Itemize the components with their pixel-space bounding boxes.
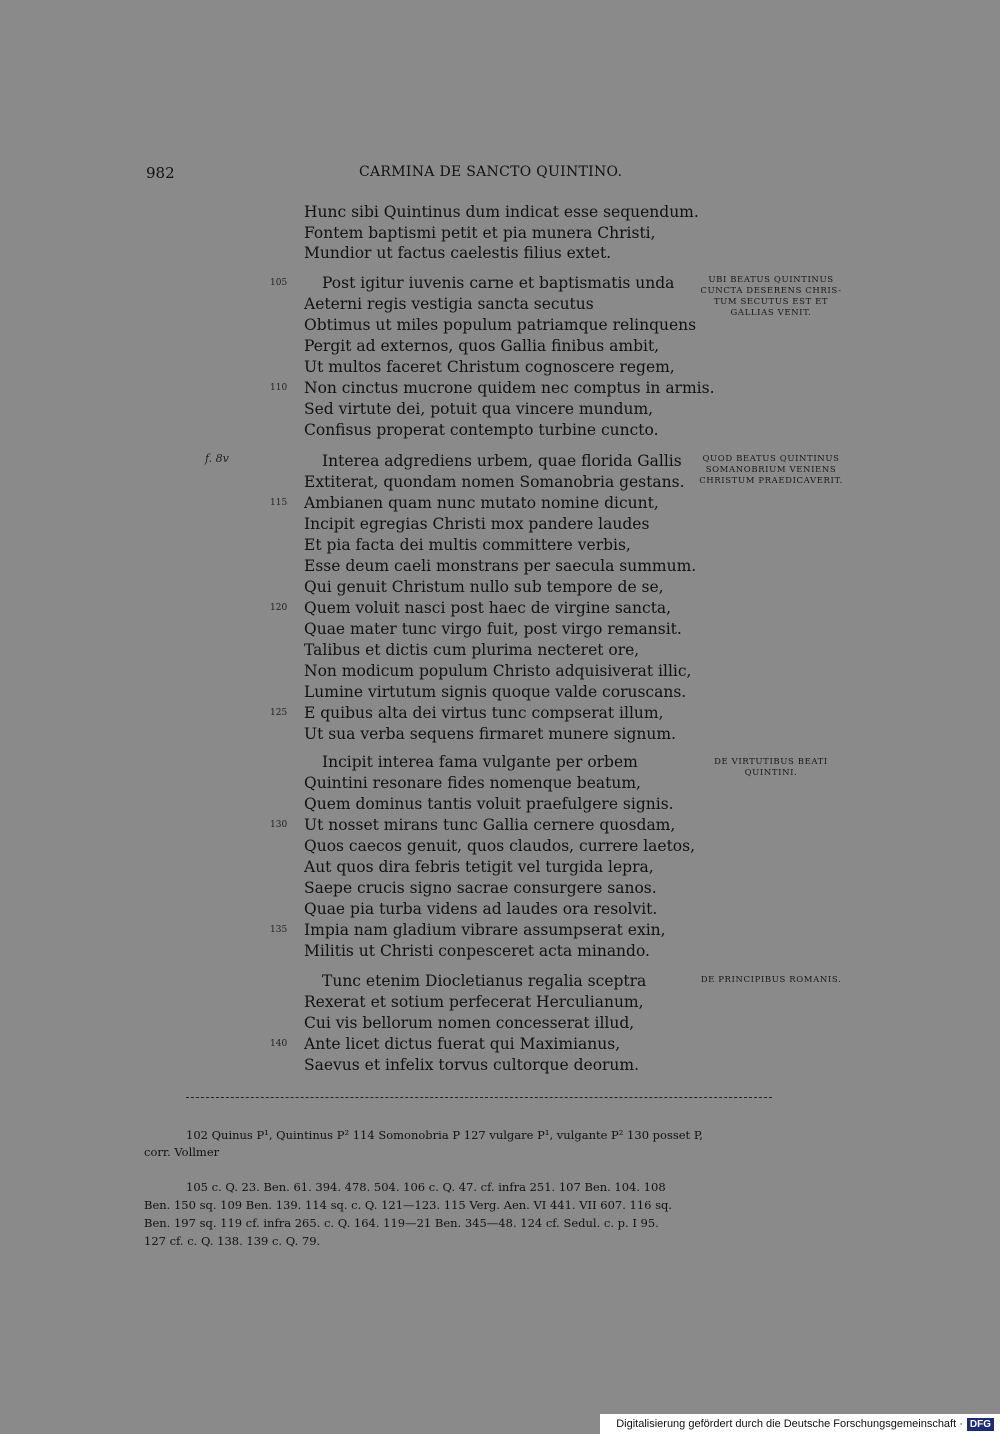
verse-line: Ut nosset mirans tunc Gallia cernere quosdam,	[304, 816, 676, 834]
margin-note: DE PRINCIPIBUS ROMANIS.	[700, 975, 842, 985]
verse-line: Quae pia turba videns ad laudes ora resolvit.	[304, 900, 658, 918]
verse-line: Quem dominus tantis voluit praefulgere signis.	[304, 795, 674, 813]
footer-text: Digitalisierung gefördert durch die Deutsche Forschungsgemeinschaft ·	[616, 1418, 963, 1430]
margin-note: DE VIRTUTIBUS BEATI QUINTINI.	[714, 757, 828, 778]
verse-line: Obtimus ut miles populum patriamque relinquens	[304, 316, 697, 334]
verse-line: Fontem baptismi petit et pia munera Christi,	[304, 224, 656, 242]
verse-line: Quos caecos genuit, quos claudos, currere laetos,	[304, 837, 696, 855]
verse-line: Mundior ut factus caelestis filius extet.	[304, 244, 612, 262]
apparatus-line: 105 c. Q. 23. Ben. 61. 394. 478. 504. 106 c. Q. 47. cf. infra 251. 107 Ben. 104. 108	[186, 1180, 666, 1194]
verse-line: Quem voluit nasci post haec de virgine sancta,	[304, 599, 672, 617]
verse-line: Incipit egregias Christi mox pandere laudes	[304, 515, 650, 533]
folio-mark: f. 8v	[205, 452, 229, 465]
dfg-logo: DFG	[967, 1418, 994, 1431]
line-number: 105	[270, 278, 288, 288]
verse-line: Hunc sibi Quintinus dum indicat esse sequendum.	[304, 203, 699, 221]
apparatus-line: 127 cf. c. Q. 138. 139 c. Q. 79.	[144, 1234, 321, 1248]
verse-line: E quibus alta dei virtus tunc compserat illum,	[304, 704, 664, 722]
verse-line: Militis ut Christi conpesceret acta minando.	[304, 942, 650, 960]
verse-line: Post igitur iuvenis carne et baptismatis unda	[322, 274, 675, 292]
verse-line: Aeterni regis vestigia sancta secutus	[304, 295, 594, 313]
verse-line: Non modicum populum Christo adquisiverat illic,	[304, 662, 692, 680]
margin-note: QUOD BEATUS QUINTINUS SOMANOBRIUM VENIENS CHRISTUM PRAEDICAVERIT.	[699, 454, 843, 486]
verse-line: Incipit interea fama vulgante per orbem	[322, 753, 638, 771]
verse-line: Confisus properat contempto turbine cuncto.	[304, 421, 659, 439]
verse-line: Saevus et infelix torvus cultorque deorum.	[304, 1056, 640, 1074]
running-title: CARMINA DE SANCTO QUINTINO.	[359, 164, 623, 180]
apparatus-line: corr. Vollmer	[144, 1145, 220, 1159]
verse-line: Saepe crucis signo sacrae consurgere sanos.	[304, 879, 657, 897]
verse-line: Extiterat, quondam nomen Somanobria gestans.	[304, 473, 685, 491]
verse-line: Ut multos faceret Christum cognoscere regem,	[304, 358, 675, 376]
footnote-rule	[186, 1097, 772, 1098]
line-number: 140	[270, 1039, 288, 1049]
verse-line: Ambianen quam nunc mutato nomine dicunt,	[304, 494, 659, 512]
line-number: 125	[270, 708, 288, 718]
apparatus-line: Ben. 150 sq. 109 Ben. 139. 114 sq. c. Q. 121—123. 115 Verg. Aen. VI 441. VII 607. 116 sq.	[144, 1198, 673, 1212]
verse-line: Non cinctus mucrone quidem nec comptus in armis.	[304, 379, 715, 397]
verse-line: Lumine virtutum signis quoque valde coruscans.	[304, 683, 687, 701]
verse-line: Quintini resonare fides nomenque beatum,	[304, 774, 641, 792]
verse-line: Sed virtute dei, potuit qua vincere mundum,	[304, 400, 654, 418]
digitization-footer	[600, 1414, 1000, 1434]
verse-line: Talibus et dictis cum plurima necteret ore,	[304, 641, 640, 659]
verse-line: Et pia facta dei multis committere verbis,	[304, 536, 631, 554]
line-number: 130	[270, 820, 288, 830]
verse-line: Esse deum caeli monstrans per saecula summum.	[304, 557, 697, 575]
line-number: 120	[270, 603, 288, 613]
apparatus-line: Ben. 197 sq. 119 cf. infra 265. c. Q. 164. 119—21 Ben. 345—48. 124 cf. Sedul. c. p. I 95.	[144, 1216, 659, 1230]
verse-line: Ante licet dictus fuerat qui Maximianus,	[304, 1035, 621, 1053]
verse-line: Pergit ad externos, quos Gallia finibus ambit,	[304, 337, 660, 355]
verse-line: Quae mater tunc virgo fuit, post virgo remansit.	[304, 620, 682, 638]
verse-line: Impia nam gladium vibrare assumpserat exin,	[304, 921, 666, 939]
page-number: 982	[146, 164, 175, 182]
line-number: 110	[270, 383, 288, 393]
verse-line: Rexerat et sotium perfecerat Herculianum,	[304, 993, 644, 1011]
verse-line: Cui vis bellorum nomen concesserat illud,	[304, 1014, 635, 1032]
verse-line: Ut sua verba sequens firmaret munere signum.	[304, 725, 677, 743]
verse-line: Interea adgrediens urbem, quae florida Gallis	[322, 452, 682, 470]
verse-line: Aut quos dira febris tetigit vel turgida lepra,	[304, 858, 654, 876]
verse-line: Tunc etenim Diocletianus regalia sceptra	[322, 972, 647, 990]
margin-note: UBI BEATUS QUINTINUS CUNCTA DESERENS CHRIS- TUM SECUTUS EST ET GALLIAS VENIT.	[700, 275, 842, 318]
verse-line: Qui genuit Christum nullo sub tempore de se,	[304, 578, 664, 596]
line-number: 115	[270, 498, 288, 508]
line-number: 135	[270, 925, 288, 935]
apparatus-line: 102 Quinus P¹, Quintinus P² 114 Somonobria P 127 vulgare P¹, vulgante P² 130 posset P,	[186, 1128, 703, 1142]
